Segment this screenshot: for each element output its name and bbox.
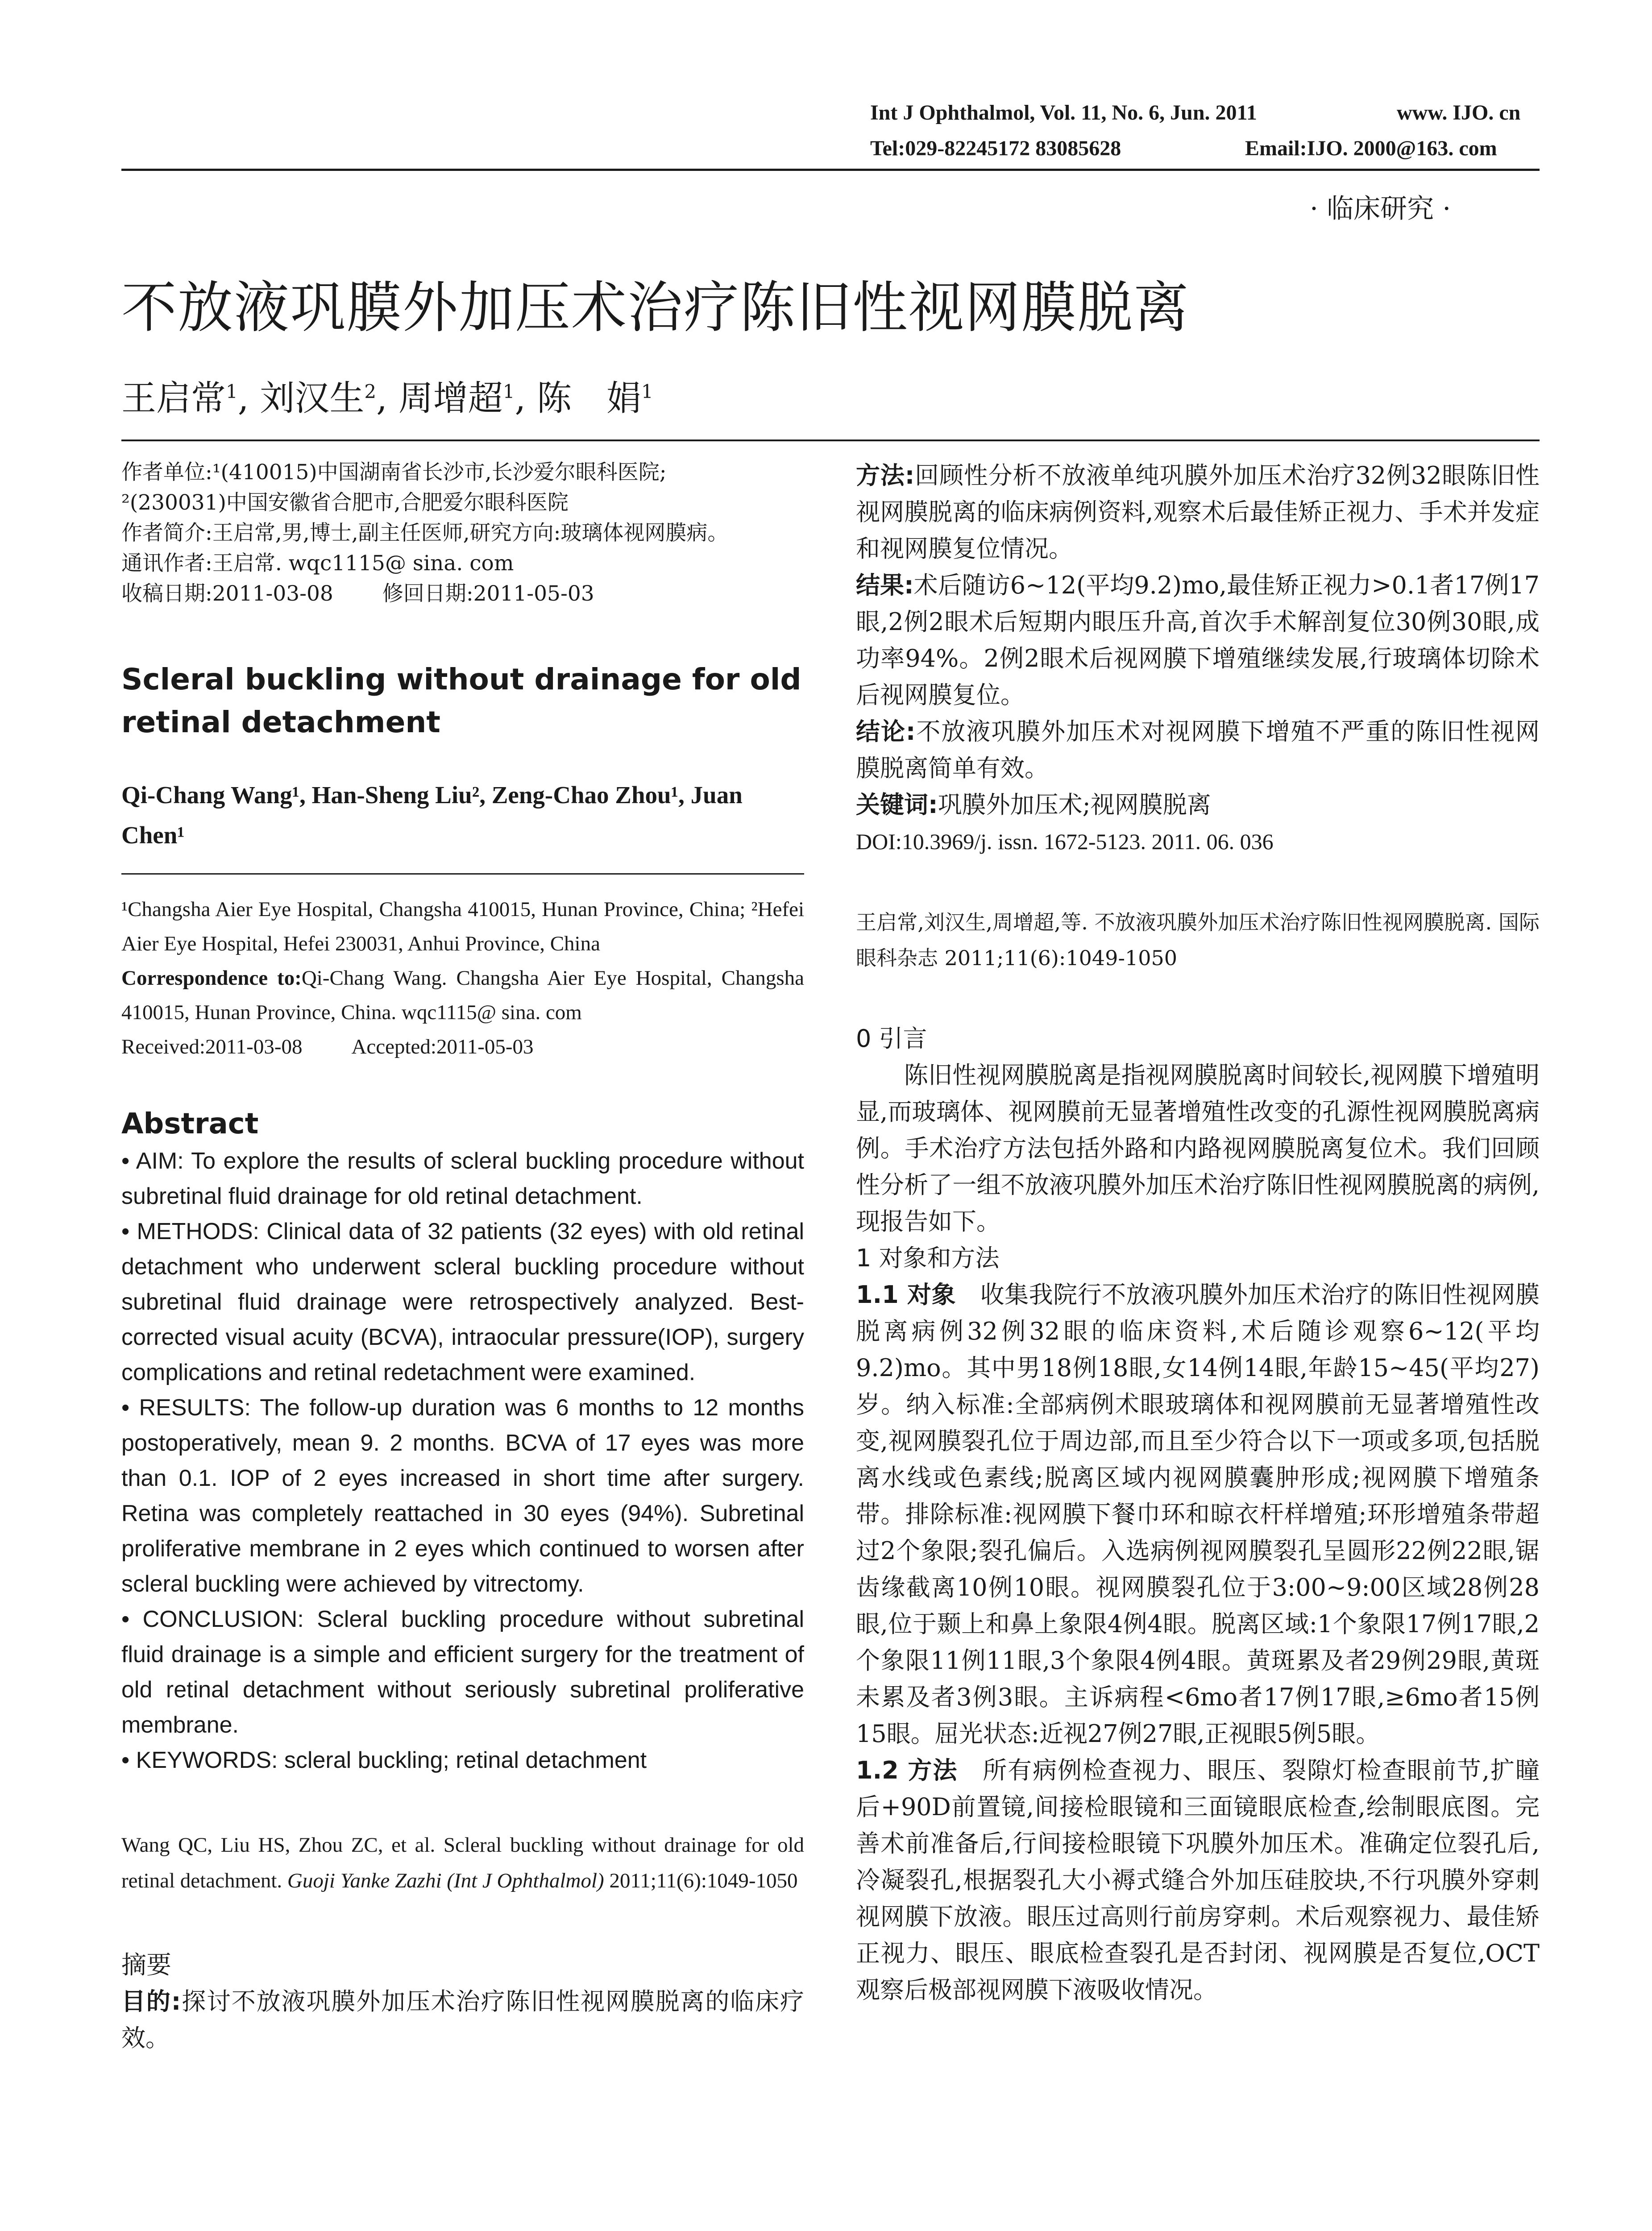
methods-label: 方法: xyxy=(856,461,915,489)
section-1-2-text: 所有病例检查视力、眼压、裂隙灯检查眼前节,扩瞳后+90D前置镜,间接检眼镜和三面镜眼底检查,绘制眼底图。完善术前准备后,行间接检眼镜下巩膜外加压术。准确定位裂孔后,冷凝裂孔,根据裂孔大小褥式缝合外加压硅胶块,不行巩膜外穿刺视网膜下放液。眼压过高则行前房穿刺。术后观察视力、最佳矫正视力、眼压、眼底检查裂孔是否封闭、视网膜是否复位,OCT观察后极部视网膜下液吸收情况。 xyxy=(856,1756,1540,2004)
right-column xyxy=(856,457,1540,2008)
author-affil-mark: 2 xyxy=(364,381,377,402)
intro-text: 陈旧性视网膜脱离是指视网膜脱离时间较长,视网膜下增殖明显,而玻璃体、视网膜前无显著增殖性改变的孔源性视网膜脱离病例。手术治疗方法包括外路和内路视网膜脱离复位术。我们回顾性分析了一组不放液巩膜外加压术治疗陈旧性视网膜脱离的病例,现报告如下。 xyxy=(856,1061,1540,1236)
affiliation-rule xyxy=(121,873,804,875)
corresponding-author: 通讯作者:王启常. wqc1115@ sina. com xyxy=(121,551,514,576)
english-accepted: Accepted:2011-05-03 xyxy=(351,1035,534,1058)
section-1-2 xyxy=(856,1752,1540,2008)
conclusion-label: 结论: xyxy=(856,717,916,746)
methods-text: 回顾性分析不放液单纯巩膜外加压术治疗32例32眼陈旧性视网膜脱离的临床病例资料,观察术后最佳矫正视力、手术并发症和视网膜复位情况。 xyxy=(856,461,1540,563)
section-1-1-text: 收集我院行不放液巩膜外加压术治疗的陈旧性视网膜脱离病例32例32眼的临床资料,术后随诊观察6~12(平均9.2)mo。其中男18例18眼,女14例14眼,年龄15~45(平均27)岁。纳入标准:全部病例术眼玻璃体和视网膜前无显著增殖性改变,视网膜裂孔位于周边部,而且至少符合以下一项或多项,包括脱离水线或色素线;脱离区域内视网膜囊肿形成;视网膜下增殖条带。排除标准:视网膜下餐巾环和晾衣杆样增殖;环形增殖条带超过2个象限;裂孔偏后。入选病例视网膜裂孔呈圆形22例22眼,锯齿缘截离10例10眼。视网膜裂孔位于3:00~9:00区域28例28眼,位于颞上和鼻上象限4例4眼。脱离区域:1个象限17例17眼,2个象限11例11眼,3个象限4例4眼。黄斑累及者29例29眼,黄斑未累及者3例3眼。主诉病程<6mo者17例17眼,≥6mo者15例15眼。屈光状态:近视27例27眼,正视眼5例5眼。 xyxy=(856,1281,1540,1748)
section-label: · 临床研究 · xyxy=(1310,193,1451,224)
author-rule xyxy=(121,440,1540,441)
aim-text: 探讨不放液巩膜外加压术治疗陈旧性视网膜脱离的临床疗效。 xyxy=(121,1987,804,2052)
conclusion-text: 不放液巩膜外加压术对视网膜下增殖不严重的陈旧性视网膜脱离简单有效。 xyxy=(856,717,1540,782)
section-1-1 xyxy=(856,1277,1540,1752)
section-1-1-label: 1.1 对象 xyxy=(856,1281,956,1309)
abstract-keywords: • KEYWORDS: scleral buckling; retinal detachment xyxy=(121,1747,647,1773)
affiliation-cn xyxy=(121,457,804,609)
aim-label: 目的: xyxy=(121,1987,181,2015)
left-column xyxy=(121,457,804,2057)
abstract-aim: • AIM: To explore the results of scleral buckling procedure without subretinal fluid drainage for old retinal detachment. xyxy=(121,1148,804,1209)
english-authors: Qi-Chang Wang¹, Han-Sheng Liu², Zeng-Chao Zhou¹, Juan Chen¹ xyxy=(121,781,743,849)
cn-citation: 王启常,刘汉生,周增超,等. 不放液巩膜外加压术治疗陈旧性视网膜脱离. 国际眼科杂志 2011;11(6):1049-1050 xyxy=(856,910,1540,970)
english-dates xyxy=(121,1030,804,1064)
journal-website: www. IJO. cn xyxy=(1397,101,1521,124)
affiliation-line: 作者单位:¹(410015)中国湖南省长沙市,长沙爱尔眼科医院; xyxy=(121,460,667,485)
revised-date: 修回日期:2011-05-03 xyxy=(382,581,594,606)
journal-line: Int J Ophthalmol, Vol. 11, No. 6, Jun. 2011 xyxy=(870,101,1257,124)
english-title: Scleral buckling without drainage for old retinal detachment xyxy=(121,662,801,739)
author-list: 王启常$^1$, 刘汉生$^2$, 周增超$^1$, 陈 娟$^1$ xyxy=(121,378,653,419)
cn-abstract-keywords xyxy=(856,787,1540,823)
citation-title: Scleral buckling without drainage for old retinal detachment. xyxy=(121,1833,805,1892)
cn-abstract-aim xyxy=(121,1983,804,2057)
author-affil-mark: 1 xyxy=(226,381,238,402)
abstract-heading: Abstract xyxy=(121,1107,259,1140)
english-affiliation: ¹Changsha Aier Eye Hospital, Changsha 410015, Hunan Province, China; ²Hefei Aier Eye Hospital, Hefei 230031, Anhui Province, China xyxy=(121,898,804,955)
citation-journal: Guoji Yanke Zazhi (Int J Ophthalmol) xyxy=(287,1869,604,1892)
methods-heading: 1 对象和方法 xyxy=(856,1244,1000,1272)
dates-line xyxy=(121,579,804,609)
author-name: 刘汉生 xyxy=(260,378,365,419)
author-affil-mark: 1 xyxy=(502,381,515,402)
results-text: 术后随访6~12(平均9.2)mo,最佳矫正视力>0.1者17例17眼,2例2眼术后短期内眼压升高,首次手术解剖复位30例30眼,成功率94%。2例2眼术后视网膜下增殖继续发展,行玻璃体切除术后视网膜复位。 xyxy=(856,571,1540,709)
keywords-label: 关键词: xyxy=(856,791,938,819)
affiliation-line: ²(230031)中国安徽省合肥市,合肥爱尔眼科医院 xyxy=(121,490,569,515)
citation-volume: 2011;11(6):1049-1050 xyxy=(609,1869,798,1892)
author-name: 陈 娟 xyxy=(537,378,642,419)
received-date: 收稿日期:2011-03-08 xyxy=(121,581,333,606)
journal-email: Email:IJO. 2000@163. com xyxy=(1245,137,1497,160)
citation-authors: Wang QC, Liu HS, Zhou ZC, et al. xyxy=(121,1833,436,1857)
header-rule xyxy=(121,169,1540,171)
keywords-text: 巩膜外加压术;视网膜脱离 xyxy=(938,791,1211,819)
intro-heading: 0 引言 xyxy=(856,1024,927,1053)
doi: DOI:10.3969/j. issn. 1672-5123. 2011. 06. 036 xyxy=(856,829,1274,854)
abstract-conclusion: • CONCLUSION: Scleral buckling procedure without subretinal fluid drainage is a simple and efficient surgery for the treatment of old retinal detachment without seriously subretinal proliferative membrane. xyxy=(121,1606,804,1738)
abstract-results: • RESULTS: The follow-up duration was 6 months to 12 months postoperatively, mean 9. 2 months. BCVA of 17 eyes was more than 0.1. IOP of 2 eyes increased in short time after surgery. Retina was completely reattached in 30 eyes (94%). Subretinal proliferative membrane in 2 eyes which continued to worsen after scleral buckling were achieved by vitrectomy. xyxy=(121,1395,804,1597)
cn-abstract-results xyxy=(856,567,1540,713)
results-label: 结果: xyxy=(856,571,914,599)
page-title: 不放液巩膜外加压术治疗陈旧性视网膜脱离 xyxy=(121,276,1190,340)
abstract-methods: • METHODS: Clinical data of 32 patients (32 eyes) with old retinal detachment who underwent scleral buckling procedure without subretinal fluid drainage were retrospectively analyzed. Best-corrected visual acuity (BCVA), intraocular pressure(IOP), surgery complications and retinal redetachment were examined. xyxy=(121,1219,804,1385)
section-1-2-label: 1.2 方法 xyxy=(856,1756,958,1784)
journal-tel: Tel:029-82245172 83085628 xyxy=(870,137,1121,160)
correspondence xyxy=(121,961,804,1030)
author-affil-mark: 1 xyxy=(641,381,653,402)
correspondence-text: Qi-Chang Wang. Changsha Aier Eye Hospital, Changsha 410015, Hunan Province, China. wqc1115@ sina. com xyxy=(121,966,804,1024)
english-received: Received:2011-03-08 xyxy=(121,1035,303,1058)
author-bio: 作者简介:王启常,男,博士,副主任医师,研究方向:玻璃体视网膜病。 xyxy=(121,521,729,545)
cn-abstract-conclusion xyxy=(856,713,1540,787)
correspondence-label: Correspondence to: xyxy=(121,966,302,990)
cn-abstract-heading: 摘要 xyxy=(121,1951,171,1980)
author-name: 王启常 xyxy=(121,378,226,419)
author-name: 周增超 xyxy=(398,378,503,419)
english-citation xyxy=(121,1827,804,1899)
cn-abstract-methods xyxy=(856,457,1540,567)
